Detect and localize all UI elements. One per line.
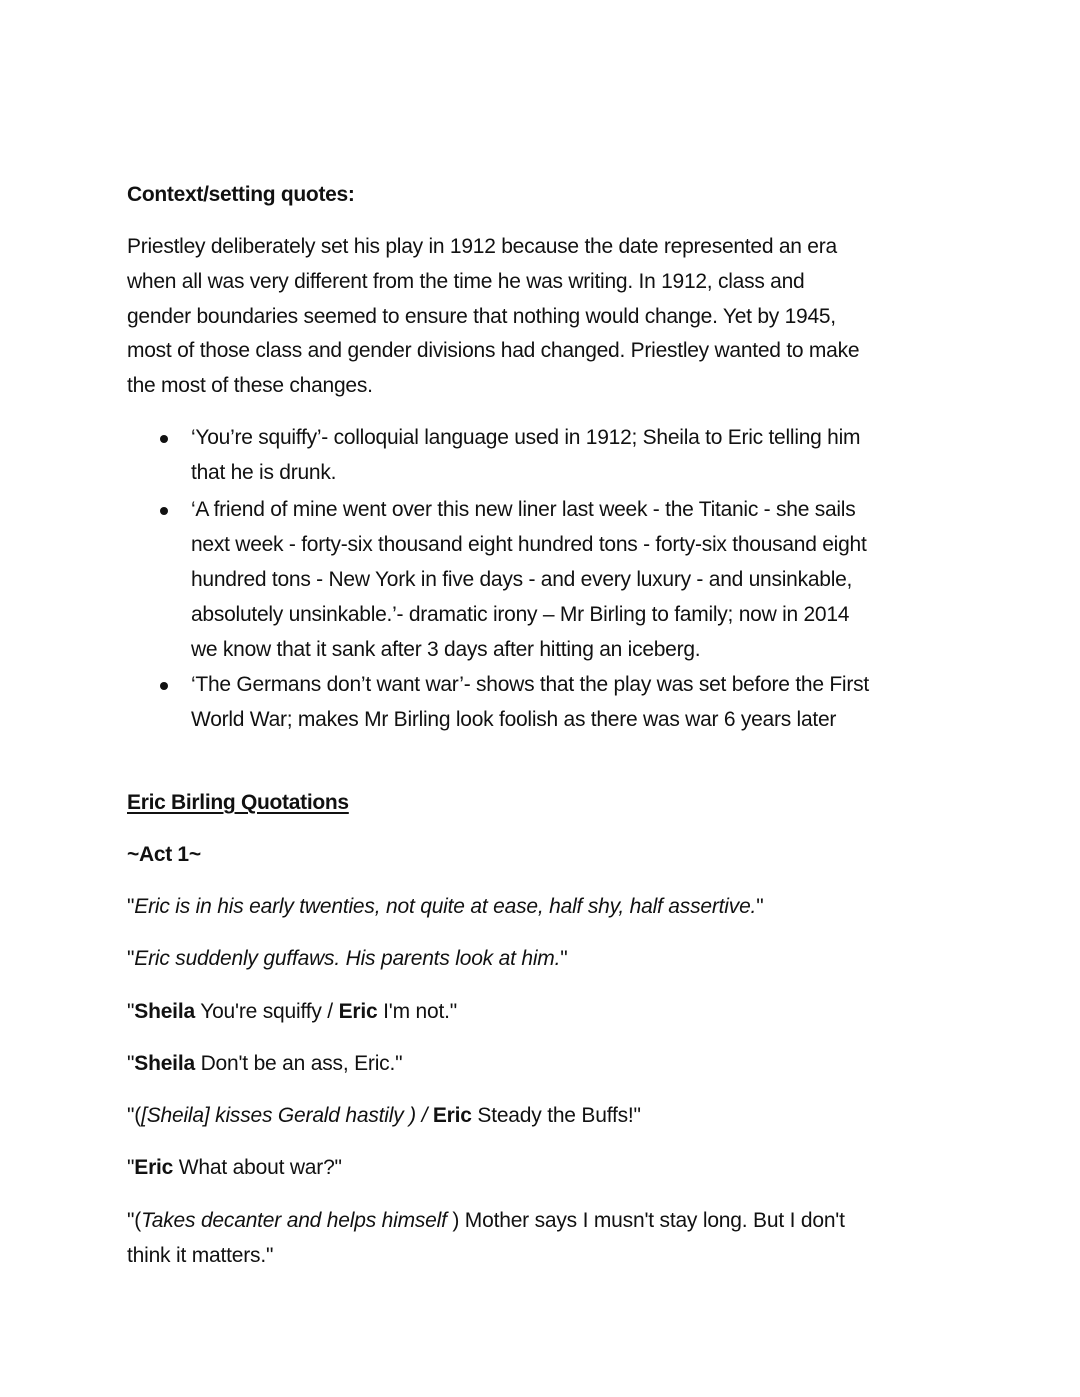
bullet-icon — [160, 507, 168, 515]
quote-guffaws: "Eric suddenly guffaws. His parents look at him." — [127, 947, 568, 970]
bullet-line: ‘You’re squiffy’- colloquial language used in 1912; Sheila to Eric telling him — [191, 426, 861, 449]
quote-early-twenties: "Eric is in his early twenties, not quite at ease, half shy, half assertive." — [127, 895, 764, 918]
eric-quotations-heading: Eric Birling Quotations — [127, 791, 349, 814]
speaker-name: Sheila — [134, 1000, 195, 1023]
context-heading: Context/setting quotes: — [127, 183, 355, 206]
paragraph-line: when all was very different from the time he was writing. In 1912, class and — [127, 269, 805, 293]
bullet-line: absolutely unsinkable.’- dramatic irony – Mr Birling to family; now in 2014 — [191, 603, 850, 626]
quote-what-about-war: "Eric What about war?" — [127, 1156, 342, 1179]
speaker-name: Eric — [338, 1000, 378, 1023]
paragraph-line: gender boundaries seemed to ensure that nothing would change. Yet by 1945, — [127, 304, 836, 328]
bullet-line: that he is drunk. — [191, 461, 337, 484]
bullet-icon — [160, 682, 168, 690]
speaker-name: Eric — [432, 1104, 472, 1127]
quote-decanter: "(Takes decanter and helps himself ) Mother says I musn't stay long. But I don't think it matters." — [127, 1209, 845, 1267]
bullet-item-titanic — [127, 492, 967, 667]
quote-dont-be-an-ass: "Sheila Don't be an ass, Eric." — [127, 1052, 403, 1075]
bullet-line: ‘The Germans don’t want war’- shows that the play was set before the First — [191, 673, 869, 696]
act-1-heading: ~Act 1~ — [127, 843, 201, 866]
context-intro-paragraph — [127, 230, 957, 404]
bullet-item-germans — [127, 667, 967, 737]
paragraph-line: the most of these changes. — [127, 374, 373, 398]
context-bullet-list — [127, 420, 967, 737]
speaker-name: Eric — [134, 1156, 174, 1179]
quote-steady-the-buffs: "([Sheila] kisses Gerald hastily ) / Eric Steady the Buffs!" — [127, 1104, 641, 1127]
bullet-line: hundred tons - New York in five days - and every luxury - and unsinkable, — [191, 568, 853, 591]
bullet-item-squiffy — [127, 420, 967, 490]
bullet-line: World War; makes Mr Birling look foolish as there was war 6 years later — [191, 708, 837, 731]
paragraph-line: most of those class and gender divisions had changed. Priestley wanted to make — [127, 339, 860, 363]
bullet-line: we know that it sank after 3 days after hitting an iceberg. — [191, 638, 701, 661]
paragraph-line: Priestley deliberately set his play in 1912 because the date represented an era — [127, 235, 837, 258]
bullet-icon — [160, 435, 168, 443]
bullet-line: ‘A friend of mine went over this new liner last week - the Titanic - she sails — [191, 498, 856, 521]
speaker-name: Sheila — [134, 1052, 195, 1075]
bullet-line: next week - forty-six thousand eight hundred tons - forty-six thousand eight — [191, 533, 867, 556]
quote-squiffy: "Sheila You're squiffy / Eric I'm not." — [127, 1000, 457, 1023]
